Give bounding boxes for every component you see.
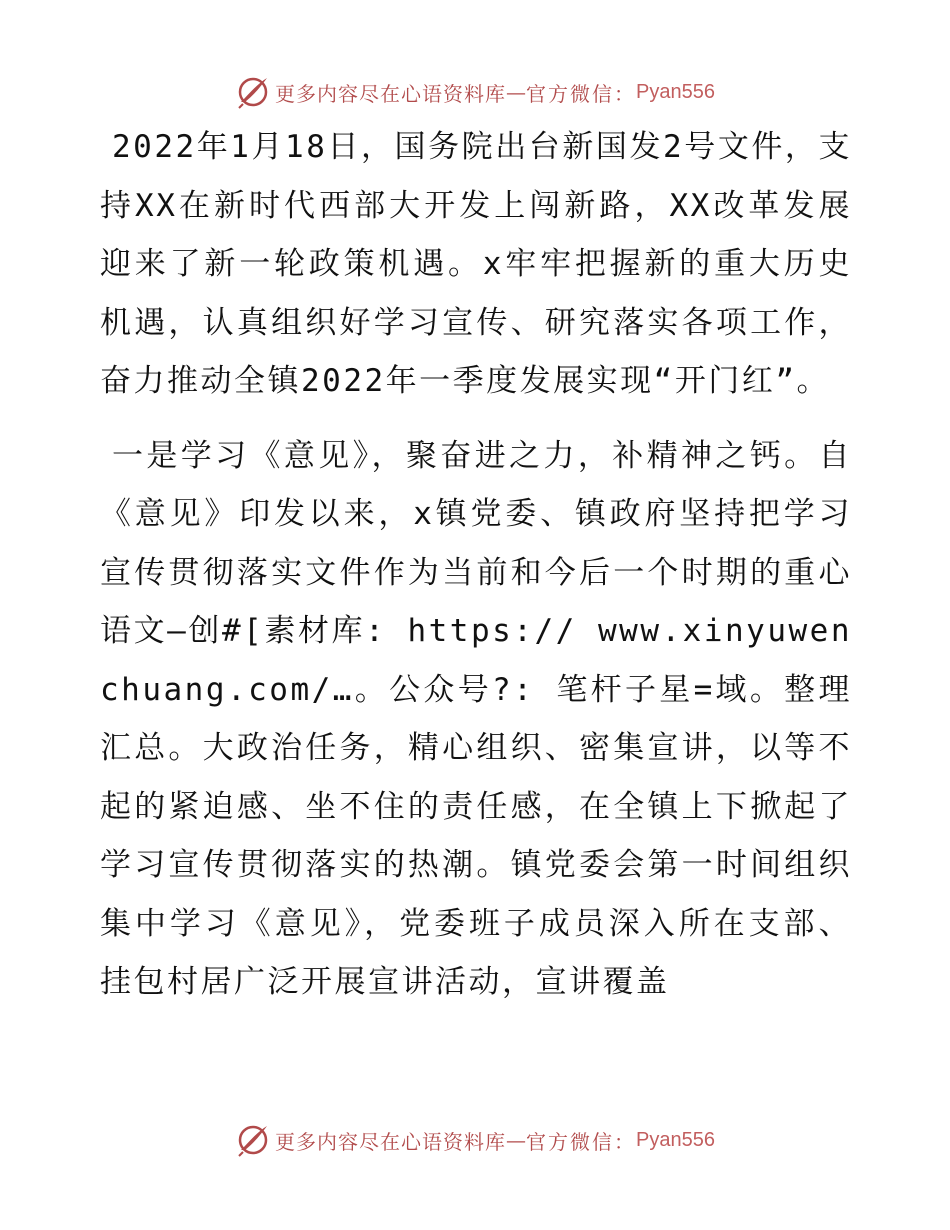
quill-seal-icon (235, 74, 271, 110)
paragraph-1: 2022年1月18日，国务院出台新国发2号文件，支持XX在新时代西部大开发上闯新路，XX改革发展迎来了新一轮政策机遇。x牢牢把握新的重大历史机遇，认真组织好学习宣传、研究落实各项工作，奋力推动全镇2022年一季度发展实现“开门红”。 (100, 129, 852, 399)
banner-wechat-label: 官方微信： (526, 81, 637, 106)
banner-site-name: 更多内容尽在心语资料库 (275, 1129, 507, 1154)
footer-watermark-banner (0, 1120, 950, 1160)
paragraph-2: 一是学习《意见》，聚奋进之力，补精神之钙。自《意见》印发以来，x镇党委、镇政府坚持把学习宣传贯彻落实文件作为当前和今后一个时期的重心语文—创#[素材库: https:// www.xinyuwenchuang.com/…。公众号?: 笔杆子星=域。整理汇总。大政治任务，精心组织、密集宣讲，以等不起的紧迫感、坐不住的责任感，在全镇上下掀起了学习宣传贯彻落实的热潮。镇党委会第一时间组织集中学习《意见》，党委班子成员深入所在支部、挂包村居广泛开展宣讲活动，宣讲覆盖 (100, 437, 852, 1000)
quill-seal-icon (235, 1122, 271, 1158)
banner-dash: — (506, 1128, 527, 1152)
banner-site-name: 更多内容尽在心语资料库 (275, 81, 507, 106)
banner-dash: — (506, 80, 527, 104)
header-watermark-banner (0, 72, 950, 112)
banner-wechat-label: 官方微信： (526, 1129, 637, 1154)
document-body (100, 118, 852, 1012)
banner-wechat-id: Pyan556 (636, 80, 715, 103)
banner-wechat-id: Pyan556 (636, 1128, 715, 1151)
